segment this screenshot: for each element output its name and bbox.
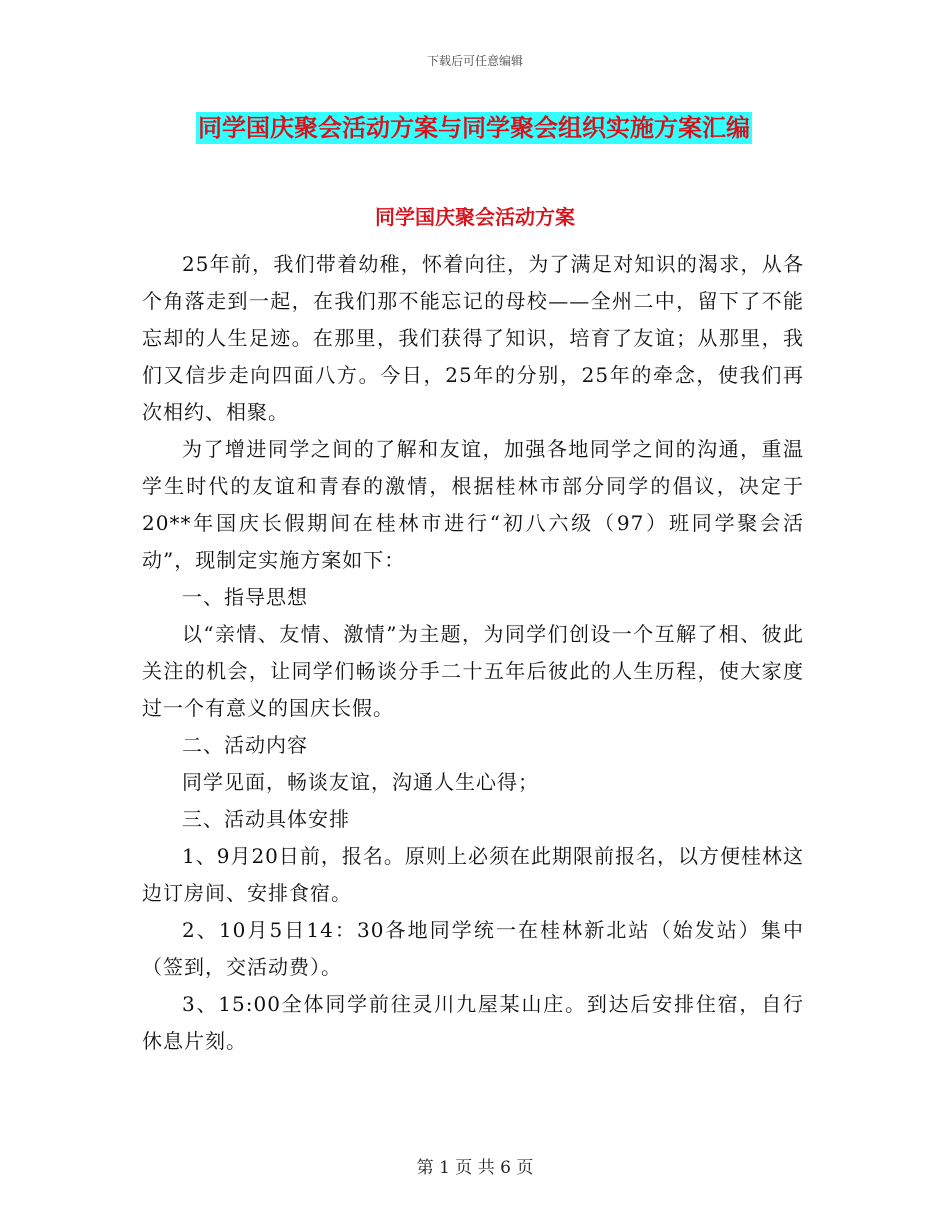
paragraph: 25年前，我们带着幼稚，怀着向往，为了满足对知识的渴求，从各个角落走到一起，在我们那不能忘记的母校——全州二中，留下了不能忘却的人生足迹。在那里，我们获得了知识，培育了友谊；从那里，我们又信步走向四面八方。今日，25年的分别，25年的牵念，使我们再次相约、相聚。 <box>142 252 804 424</box>
page-number: 第 1 页 共 6 页 <box>416 1158 534 1178</box>
document-body <box>142 246 804 1060</box>
document-title: 同学国庆聚会活动方案与同学聚会组织实施方案汇编 <box>198 114 750 142</box>
list-item: 2、10月5日14：30各地同学统一在桂林新北站（始发站）集中（签到，交活动费）。 <box>142 918 804 979</box>
paragraph: 为了增进同学之间的了解和友谊，加强各地同学之间的沟通，重温学生时代的友谊和青春的激情，根据桂林市部分同学的倡议，决定于20**年国庆长假期间在桂林市进行“初八六级（97）班同学聚会活动”，现制定实施方案如下： <box>142 437 804 572</box>
section-heading: 三、活动具体安排 <box>182 807 350 831</box>
section-title: 同学国庆聚会活动方案 <box>375 205 575 229</box>
section-heading: 二、活动内容 <box>182 733 308 757</box>
paragraph: 以“亲情、友情、激情”为主题，为同学们创设一个互解了相、彼此关注的机会，让同学们畅谈分手二十五年后彼此的人生历程，使大家度过一个有意义的国庆长假。 <box>142 622 804 720</box>
header-note: 下载后可任意编辑 <box>426 54 523 68</box>
list-item: 3、15:00全体同学前往灵川九屋某山庄。到达后安排住宿，自行休息片刻。 <box>142 992 804 1053</box>
paragraph: 同学见面，畅谈友谊，沟通人生心得； <box>182 770 539 794</box>
section-heading: 一、指导思想 <box>182 585 308 609</box>
list-item: 1、9月20日前，报名。原则上必须在此期限前报名，以方便桂林这边订房间、安排食宿。 <box>142 844 804 905</box>
